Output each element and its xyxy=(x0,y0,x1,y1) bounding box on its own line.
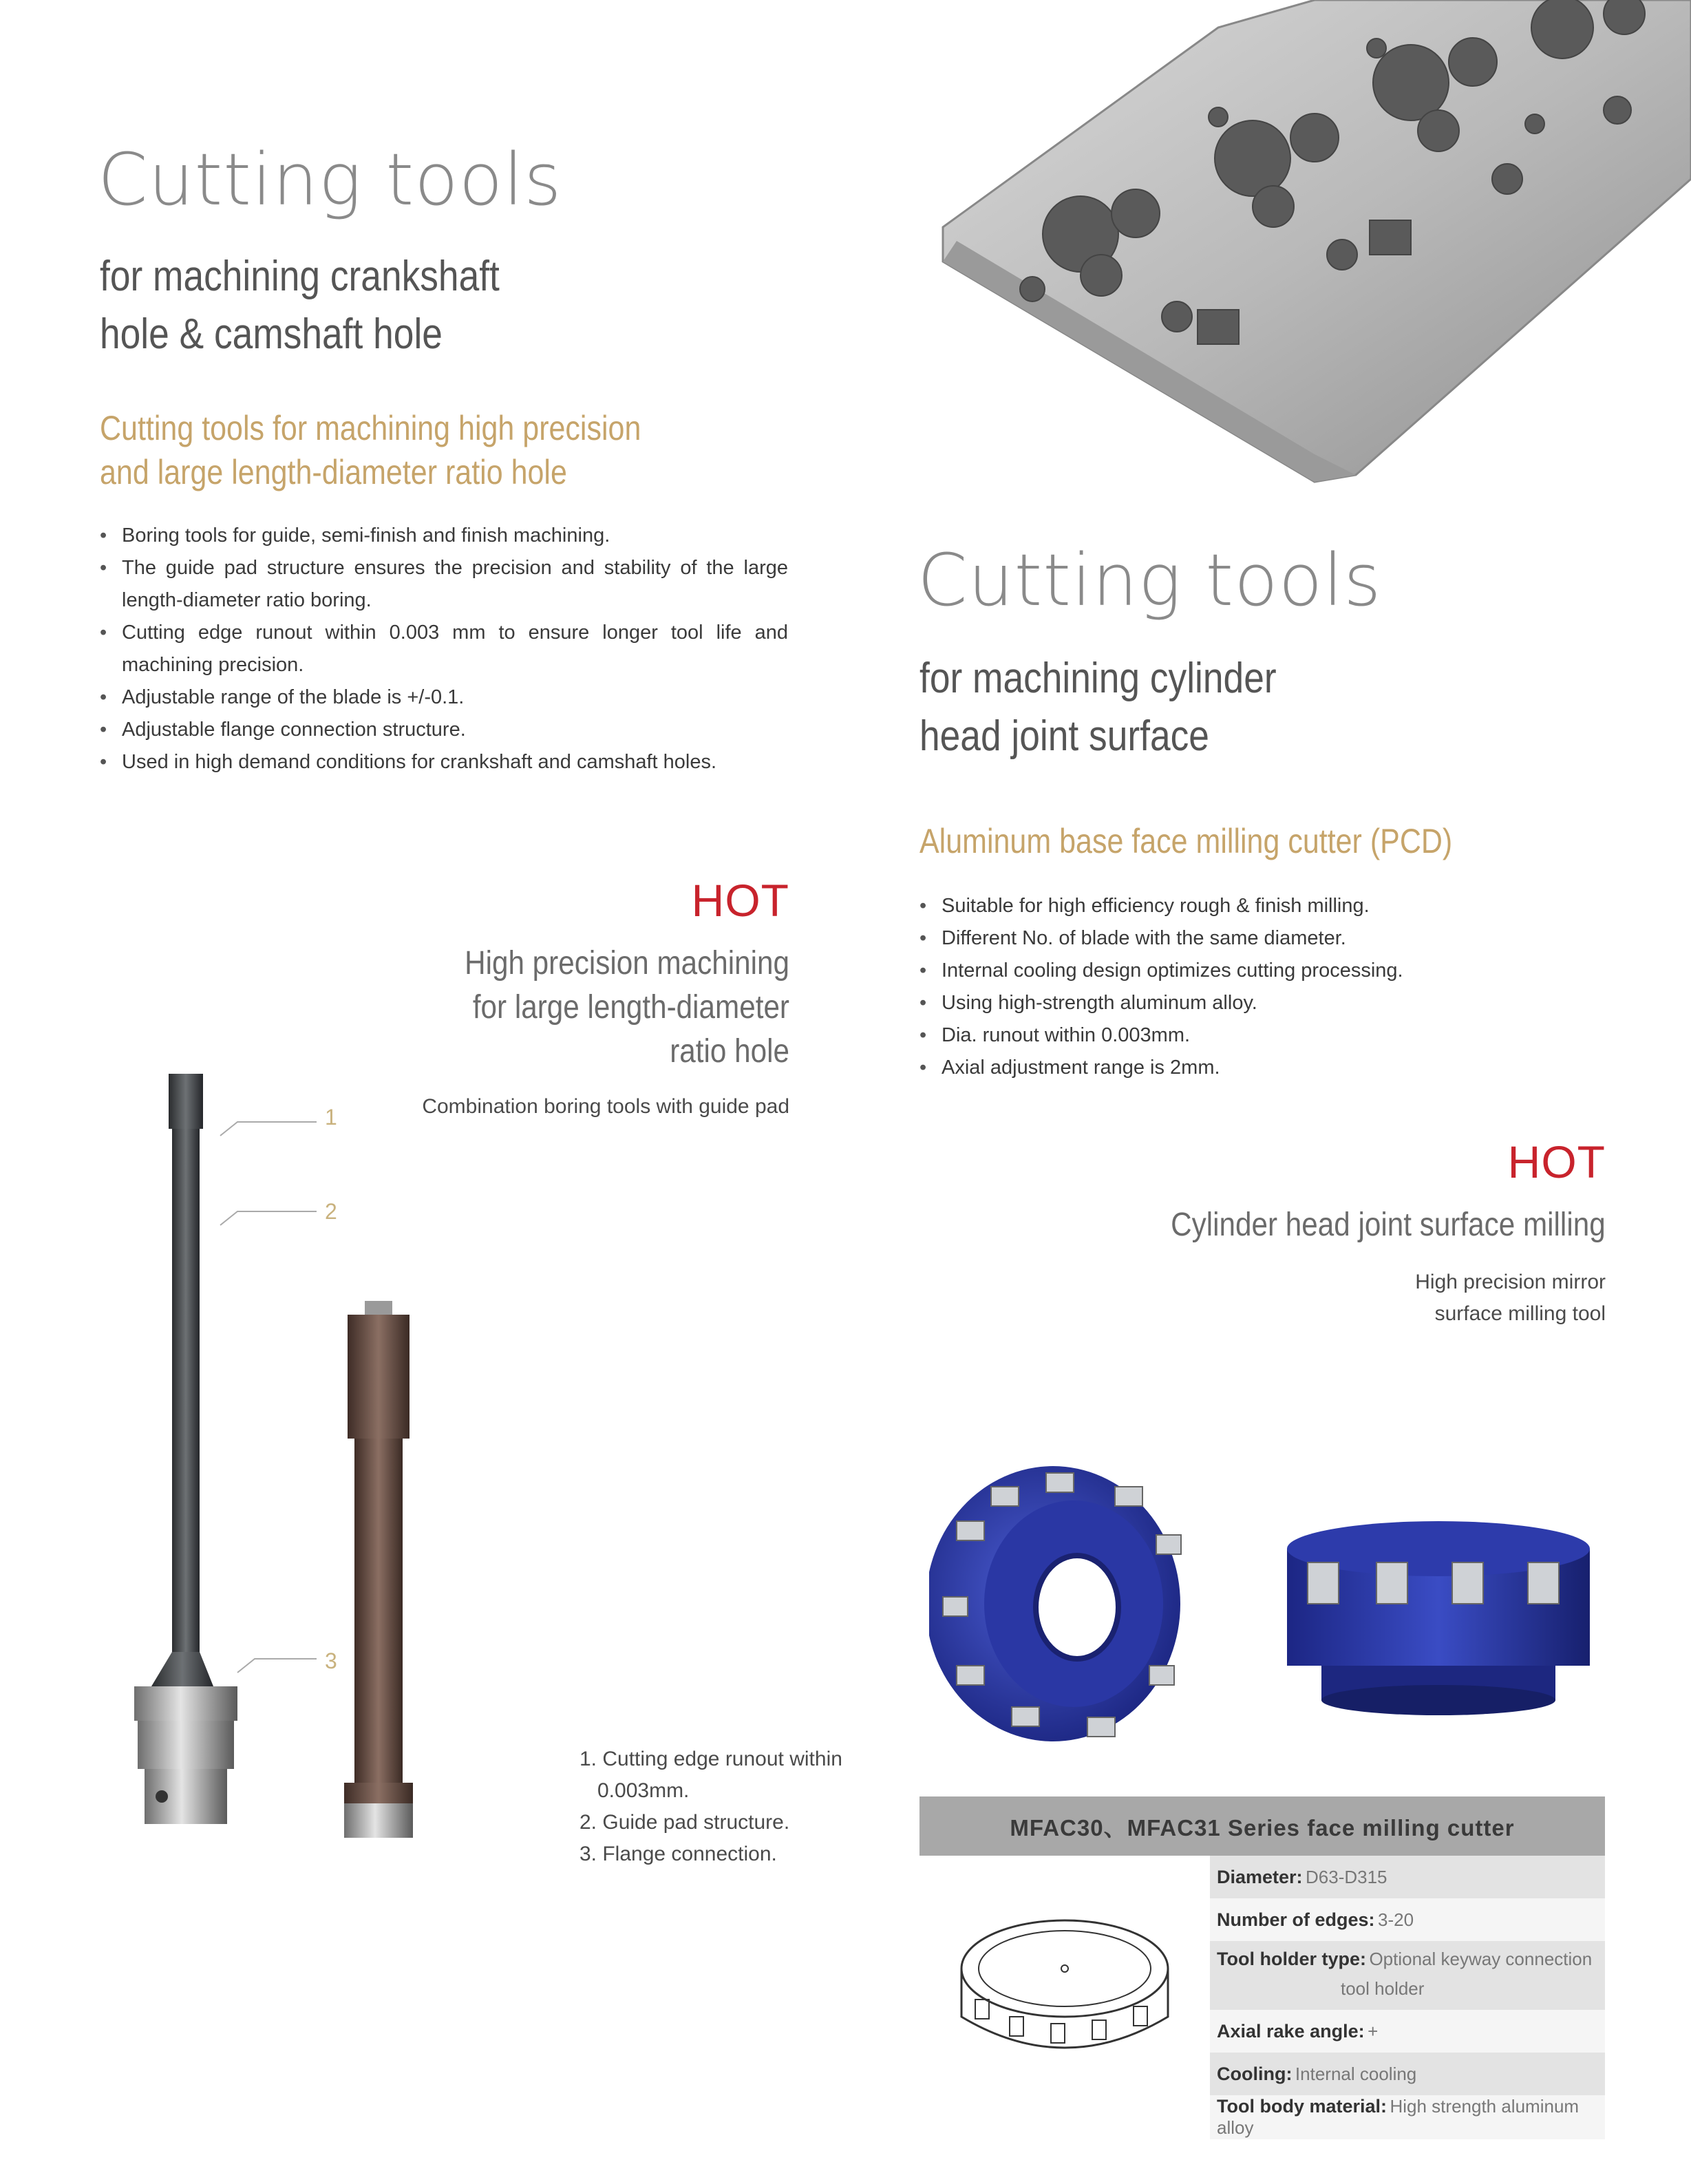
spec-table-container xyxy=(919,1796,1605,2139)
list-item: • Cutting edge runout within 0.003 mm to ensure longer tool life and machining precision. xyxy=(100,617,788,681)
list-item: • Internal cooling design optimizes cutting processing. xyxy=(919,955,1573,987)
right-title: Cutting tools xyxy=(917,538,1382,622)
cutter-drawing-cell xyxy=(919,1856,1210,2139)
note-line: 1. Cutting edge runout within xyxy=(579,1748,842,1770)
spec-label: Tool holder type: xyxy=(1217,1949,1366,1969)
spec-value: 3-20 xyxy=(1377,1909,1414,1930)
list-item: • Different No. of blade with the same diameter. xyxy=(919,922,1573,955)
list-item: • Adjustable flange connection structure. xyxy=(100,714,788,746)
right-subtitle-line1: for machining cylinder xyxy=(919,655,1277,702)
left-section-heading xyxy=(100,406,692,494)
left-bullet-list xyxy=(100,520,788,778)
left-section-heading-line1: Cutting tools for machining high precision xyxy=(100,409,641,447)
callout-2: 2 xyxy=(325,1199,337,1224)
note-line: 0.003mm. xyxy=(597,1779,690,1802)
left-title: Cutting tools xyxy=(98,138,562,222)
left-subtitle xyxy=(100,248,514,363)
right-hot-caption-line1: High precision mirror xyxy=(1415,1271,1606,1293)
spec-value: Internal cooling xyxy=(1295,2063,1417,2084)
spec-cell xyxy=(1210,1856,1605,1898)
cylinder-head-image xyxy=(929,0,1691,496)
spec-value: D63-D315 xyxy=(1306,1866,1387,1887)
spec-value: High strength aluminum alloy xyxy=(1217,2096,1580,2138)
right-subtitle-line2: head joint surface xyxy=(919,712,1209,760)
left-hot-heading-line3: ratio hole xyxy=(670,1033,789,1070)
spec-label: Cooling: xyxy=(1217,2063,1293,2084)
table-row xyxy=(919,1856,1605,1898)
face-milling-cutters-image xyxy=(929,1459,1604,1748)
right-hot-caption-line2: surface milling tool xyxy=(1434,1302,1606,1325)
callout-3: 3 xyxy=(325,1648,337,1673)
spec-value: Optional keyway connection xyxy=(1369,1949,1593,1969)
spec-label: Diameter: xyxy=(1217,1866,1303,1887)
right-bullet-list xyxy=(919,890,1573,1084)
right-hot-heading: Cylinder head joint surface milling xyxy=(1171,1207,1606,1243)
spec-cell xyxy=(1210,2053,1605,2095)
callout-1: 1 xyxy=(325,1105,337,1130)
list-item: • Used in high demand conditions for crankshaft and camshaft holes. xyxy=(100,746,788,778)
left-section-heading-line2: and large length-diameter ratio hole xyxy=(100,453,567,491)
spec-label: Tool body material: xyxy=(1217,2096,1387,2117)
left-subtitle-line2: hole & camshaft hole xyxy=(100,310,443,358)
spec-value: + xyxy=(1368,2020,1379,2042)
spec-cell xyxy=(1210,1898,1605,1941)
spec-value-line2: tool holder xyxy=(1341,1978,1425,1999)
left-hot-label: HOT xyxy=(691,875,789,926)
list-item: • Suitable for high efficiency rough & finish milling. xyxy=(919,890,1573,922)
list-item: • Using high-strength aluminum alloy. xyxy=(919,987,1573,1019)
spec-cell xyxy=(1210,1941,1605,2010)
left-notes xyxy=(579,1743,855,1870)
spec-label: Number of edges: xyxy=(1217,1909,1375,1930)
right-hot-label: HOT xyxy=(1507,1136,1606,1187)
left-subtitle-line1: for machining crankshaft xyxy=(100,253,500,300)
spec-table xyxy=(919,1796,1605,2139)
list-item: • Boring tools for guide, semi-finish and finish machining. xyxy=(100,520,788,552)
left-hot-heading-line1: High precision machining xyxy=(465,945,789,982)
list-item: • Dia. runout within 0.003mm. xyxy=(919,1019,1573,1052)
right-section-heading: Aluminum base face milling cutter (PCD) xyxy=(919,822,1453,860)
left-hot-heading-line2: for large length-diameter xyxy=(472,989,789,1026)
boring-tools-image xyxy=(124,1067,482,1872)
list-item: • Axial adjustment range is 2mm. xyxy=(919,1052,1573,1084)
spec-cell xyxy=(1210,2010,1605,2053)
spec-table-title: MFAC30、MFAC31 Series face milling cutter xyxy=(919,1796,1605,1856)
cutter-line-drawing xyxy=(920,1879,1209,2113)
left-hot-caption: Combination boring tools with guide pad xyxy=(422,1095,789,1118)
right-subtitle xyxy=(919,650,1334,765)
note-line: 3. Flange connection. xyxy=(579,1843,777,1865)
note-line: 2. Guide pad structure. xyxy=(579,1811,790,1834)
spec-label: Axial rake angle: xyxy=(1217,2020,1365,2042)
spec-cell xyxy=(1210,2095,1605,2139)
left-hot-heading xyxy=(244,942,789,1074)
list-item: • Adjustable range of the blade is +/-0.1. xyxy=(100,681,788,714)
list-item: • The guide pad structure ensures the precision and stability of the large length-diameter ratio boring. xyxy=(100,552,788,617)
right-hot-caption xyxy=(1415,1266,1606,1330)
